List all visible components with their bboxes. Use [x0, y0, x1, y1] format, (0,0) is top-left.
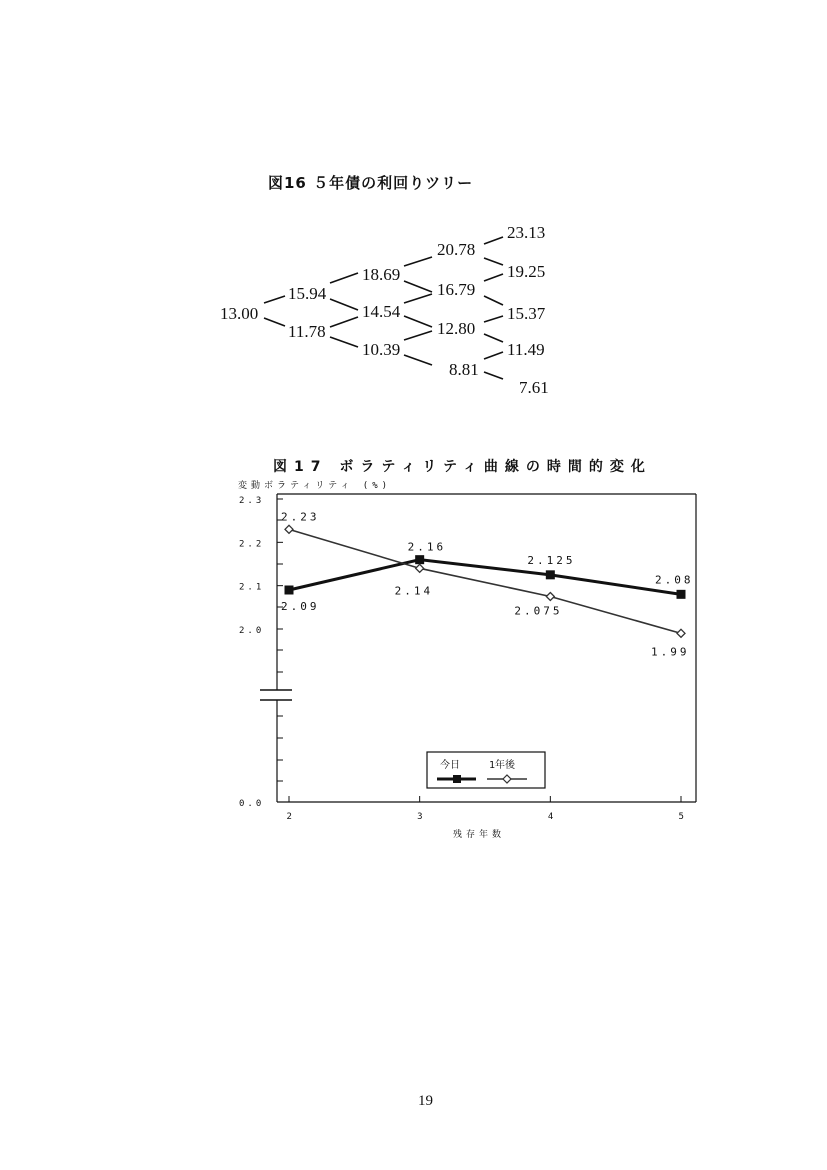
data-point-today: [285, 586, 294, 595]
data-point-one-year-later: [677, 629, 685, 637]
tree-node-18-69: 18.69: [362, 265, 401, 284]
tree-node-12-80: 12.80: [437, 319, 476, 338]
y-tick-label: 2.3: [239, 496, 265, 506]
x-axis-label: 残存年数: [453, 830, 506, 840]
tree-node-14-54: 14.54: [362, 302, 401, 321]
data-point-today: [546, 570, 555, 579]
legend-marker-today: [453, 775, 461, 783]
data-point-one-year-later: [546, 593, 554, 601]
data-label-today: 2.125: [527, 553, 576, 567]
page-number: 19: [418, 1093, 433, 1109]
chart-legend: [427, 752, 545, 788]
tree-node-15-37: 15.37: [507, 304, 546, 323]
tree-node-11-49: 11.49: [507, 340, 545, 359]
tree-node-20-78: 20.78: [437, 240, 476, 259]
tree-node-15-94: 15.94: [288, 284, 327, 303]
legend-label-today: 今日: [440, 760, 460, 771]
data-label-today: 2.16: [407, 540, 447, 554]
figure16-title: 図16 ５年債の利回りツリー: [268, 174, 474, 192]
tree-node-8-81: 8.81: [449, 360, 479, 379]
data-label-one-year-later: 2.14: [394, 584, 434, 598]
series-line-one-year-later: [289, 529, 681, 633]
data-label-one-year-later: 2.075: [514, 604, 563, 618]
data-point-one-year-later: [416, 564, 424, 572]
x-tick-label: 3: [417, 812, 423, 822]
tree-node-16-79: 16.79: [437, 280, 476, 299]
tree-node-10-39: 10.39: [362, 340, 401, 359]
data-point-today: [677, 590, 686, 599]
y-tick-label: 2.1: [239, 582, 265, 593]
y-tick-label: 2.2: [239, 539, 265, 550]
tree-node-13-00: 13.00: [220, 304, 259, 323]
tree-node-23-13: 23.13: [507, 223, 546, 242]
data-label-one-year-later: 1.99: [651, 645, 690, 659]
data-label-today: 2.08: [655, 573, 694, 587]
chart-title: 図17 ボラティリティ曲線の時間的変化: [273, 459, 652, 475]
data-label-today: 2.09: [281, 600, 320, 613]
data-point-one-year-later: [285, 525, 293, 533]
y-tick-label: 0.0: [239, 799, 265, 809]
data-label-one-year-later: 2.23: [281, 510, 320, 524]
x-tick-label: 2: [286, 812, 292, 822]
legend-label-one-year-later: 1年後: [489, 760, 516, 771]
tree-node-7-61: 7.61: [519, 378, 549, 397]
series-line-today: [289, 560, 681, 598]
tree-node-19-25: 19.25: [507, 262, 546, 281]
y-axis-label: 変動ボラティリティ (%): [238, 481, 392, 491]
data-point-today: [415, 555, 424, 564]
tree-node-11-78: 11.78: [288, 322, 326, 341]
y-tick-label: 2.0: [239, 626, 265, 636]
x-tick-label: 5: [678, 812, 684, 822]
x-tick-label: 4: [547, 812, 554, 822]
